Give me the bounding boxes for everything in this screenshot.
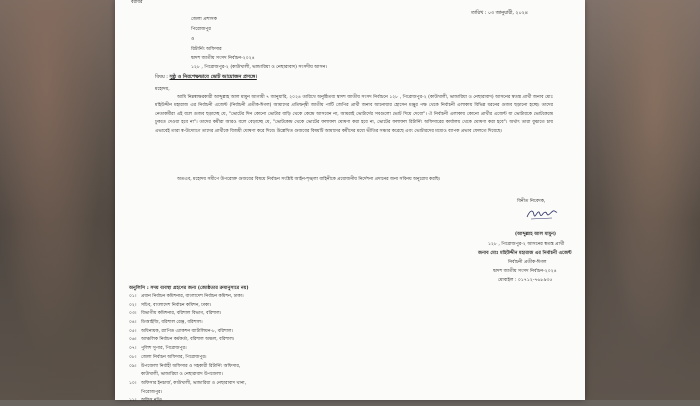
list-item: ১১। অফিস নথি। (129, 398, 163, 404)
recipient-line: দ্বাদশ জাতীয় সংসদ নির্বাচন-২০২৪ (191, 56, 255, 61)
list-item: ০৪। ডিআইজি, বরিশাল রেঞ্জ, বরিশাল। (129, 320, 203, 326)
list-item: পিরোজপুর। (141, 389, 163, 395)
subject-label: বিষয় : (155, 74, 168, 80)
signer-line: নির্বাচনী প্রতীক-ঈগল (508, 260, 547, 265)
list-item: ০৮। জেলা নির্বাচন অফিসার, পিরোজপুর। (129, 354, 207, 360)
request-paragraph: অতএব, মহোদয় সমীপে উপরোক্ত গুজবের বিষয়ে নির্বাচন সংশ্লিষ্ট আইন-শৃঙ্খলা বাহিনীকে প্রয়োজনীয় নির্দেশনা প্রদানের জন্য সবিনয় অনুরোধ করছি। (177, 177, 441, 182)
signer-line: জনাব মোঃ মহিউদ্দীন মহারাজ এর নির্বাচনী এজেন্ট (478, 251, 572, 256)
list-item: ০৬। আঞ্চলিক নির্বাচন কর্মকর্তা, বরিশাল অঞ্চল, বরিশাল। (129, 337, 235, 343)
recipient-line: ও (191, 37, 195, 42)
recipient-line: পিরোজপুর (191, 27, 211, 32)
list-item: কাউখালী, ভান্ডারিয়া ও নেছারাবাদ উপজেলা। (141, 372, 223, 378)
addressee-label: বরাবর (131, 0, 143, 5)
handwritten-signature (525, 206, 559, 222)
letter-document (115, 0, 585, 404)
list-item: ০৯। উপজেলা নির্বাহী অফিসার ও সহকারী রিটার্নিং অফিসার, (129, 363, 241, 369)
list-item: ০৭। পুলিশ সুপার, পিরোজপুর। (129, 346, 187, 352)
recipient-line: জেলা প্রশাসক (191, 17, 217, 22)
cc-list (129, 293, 569, 406)
signer-name: (আব্দুল্লাহ আল মামুন) (515, 232, 556, 237)
list-item: ১০। অফিসার ইনচার্জ, কাউখালী, ভান্ডারিয়া ও নেছারাবাদ থানা, (129, 380, 247, 386)
list-item: ০১। প্রধান নির্বাচন কমিশনার, বাংলাদেশ নির্বাচন কমিশন, ঢাকা। (129, 294, 244, 299)
recipient-line: ১২৮ , পিরোজপুর-২ (কাউখালী, ভান্ডারিয়া ও নেছারাবাদ) সংসদীয় আসন। (191, 65, 328, 70)
salutation: মহোদয়, (155, 87, 170, 92)
closing-text: বিনীত নিবেদক, (517, 199, 546, 204)
recipient-line: রিটার্নিং অফিসার (191, 47, 222, 52)
signer-line: ১২৮ , পিরোজপুর-২ আসনের স্বতন্ত্র প্রার্থী (488, 242, 565, 247)
letter-date: তারিখ : ০৩ জানুয়ারী, ২০২৪ (471, 11, 528, 16)
subject-text: সুষ্ঠু ও নিরপেক্ষভাবে ভোট আয়োজন প্রসঙ্গে। (169, 74, 257, 80)
signer-phone: মোবাইল : ০১৭১২-৭৬৮৯৩৫ (498, 278, 553, 283)
signer-line: দ্বাদশ জাতীয় সংসদ নির্বাচন-২০২৪ (493, 269, 557, 274)
list-item: ০২। সচিব, বাংলাদেশ নির্বাচন কমিশন, ঢাকা। (129, 302, 212, 308)
body-paragraph: আমি নিম্নস্বাক্ষরকারী আব্দুল্লাহ আল মামুন আগামী ৭ জানুয়ারি, ২০২৪ তারিখে অনুষ্ঠিতব্য দ্বাদশ জাতীয় সংসদ নির্বাচনে ১২৮ , পিরোজপুর-২ (কাউখালী, ভান্ডারিয়া ও নেছারাবাদ) আসনের স্বতন্ত্র প্রার্থী জনাব মোঃ মহিউদ্দীন মহারাজ এর নির্বাচনী এজেন্ট (নির্বাচনী প্রতীক-ঈগল) আমাদের প্রতিদ্বন্দ্বী জাতীয় পার্টি জেপির প্রার্থী জনাব আনোয়ার হোসেন মঞ্জুর পক্ষ থেকে নির্বাচনী এলাকায় বিভিন্ন ধরনের গুজব ছড়ানো হচ্ছে। তাদের নেতাকর্মীরা এই বলে গুজব ছড়াচ্ছে যে, "ভোটের দিন কোনো ভোটার বাড়ি থেকে কেন্দ্রে আসবেন না, আমরাই ভোটার্দের সবগুলো ভোট দিয়ে দেবো"। ঐ নির্বাচনী এলাকায় কোনো প্রার্থীর এজেন্ট যা ভোটারকে ভোটকেন্দ্রে ঢুকতে দেওয়া হবে না"। তাদের কর্মীরা আরও বলে বেড়াচ্ছে যে, "ভোটকেন্দ্র থেকে ভোটের ফলাফল ঘোষণা করা হবে না, ভোটের ফলাফল রিটার্নিং অফিসারের কার্যালয় থেকে ঘোষণা করা হবে"। অর্থাৎ তারা বুঝাতে চায় এভাবেই তারা স্ব-উদ্যোগে তাদের প্রার্থীকে বিজয়ী ঘোষণা করে দিবে। উল্লেখিত গুজবের বিষয়টি আমাদের কর্মীদের মধ্যে ভীতির সঞ্চার করেছে এবং ভোটারদের মধ্যেও ব্যাপক প্রভাব ফেলতে দিয়েছে। (155, 95, 553, 134)
background-left-blur (0, 0, 115, 400)
cc-heading: অনুলিপি : সদয় ব্যবস্থা গ্রহণের জন্য (জ্যেষ্ঠতার ক্রমানুসারে নয়) (129, 286, 249, 291)
list-item: ০৩। বিভাগীয় কমিশনার, বরিশাল বিভাগ, বরিশাল। (129, 311, 222, 317)
subject-line (155, 75, 257, 81)
background-right-blur (585, 0, 700, 400)
list-item: ০৫। অধিনায়ক, র‍্যাপিড এ্যাকশন ব্যাটালিয়ন-৮, বরিশাল। (129, 328, 233, 334)
